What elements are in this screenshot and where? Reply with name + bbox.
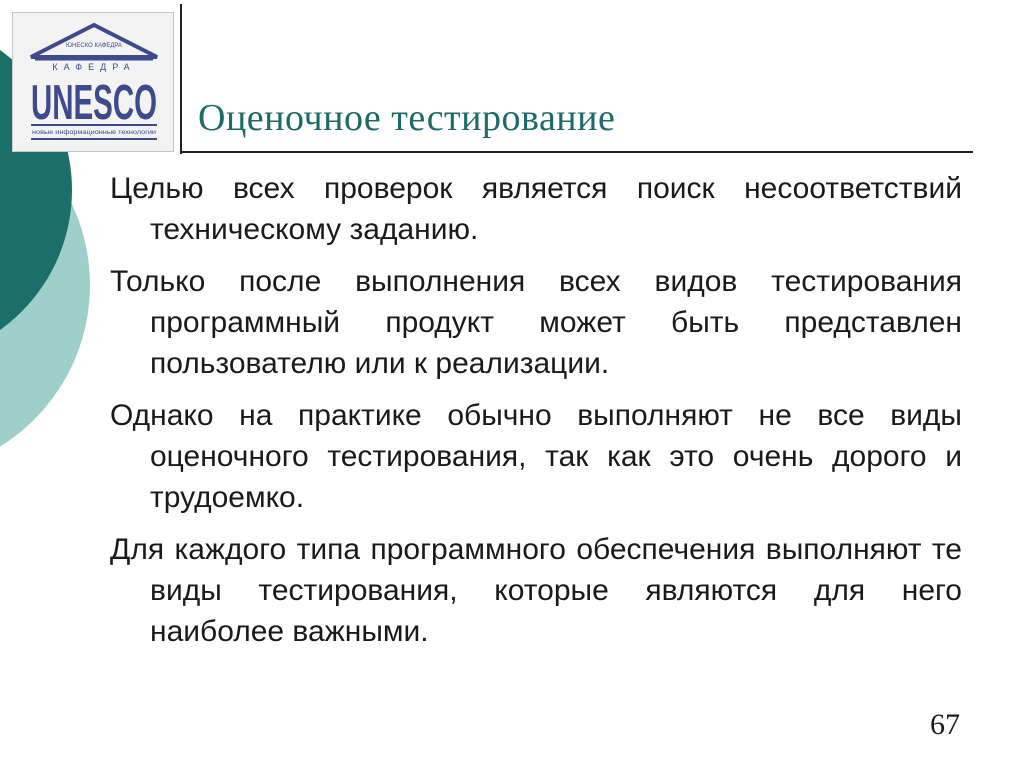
logo-brand: UNESCO [31, 76, 157, 130]
logo-top-text: ЮНЕСКО КАФЕДРА [65, 43, 123, 49]
slide-body [110, 168, 962, 663]
logo-subtitle: новые информационные технологии [32, 130, 156, 136]
page-number: 67 [930, 708, 960, 741]
title-underline [180, 151, 973, 153]
paragraph-1: Целью всех проверок является поиск несоответствий техническому заданию. [110, 172, 962, 246]
paragraph-3: Однако на практике обычно выполняют не все виды оценочного тестирования, так как это очень дорого и трудоемко. [110, 399, 962, 514]
vertical-divider [180, 4, 182, 154]
paragraph-2: Только после выполнения всех видов тестирования программный продукт может быть представлен пользователю или к реализации. [110, 265, 962, 380]
slide-title: Оценочное тестирование [198, 97, 616, 139]
paragraph-4: Для каждого типа программного обеспечения выполняют те виды тестирования, которые являются для него наиболее важными. [110, 533, 962, 648]
logo-roof [31, 25, 157, 57]
unesco-logo [12, 12, 174, 152]
logo-kafedra: КАФЕДРА [52, 62, 136, 72]
